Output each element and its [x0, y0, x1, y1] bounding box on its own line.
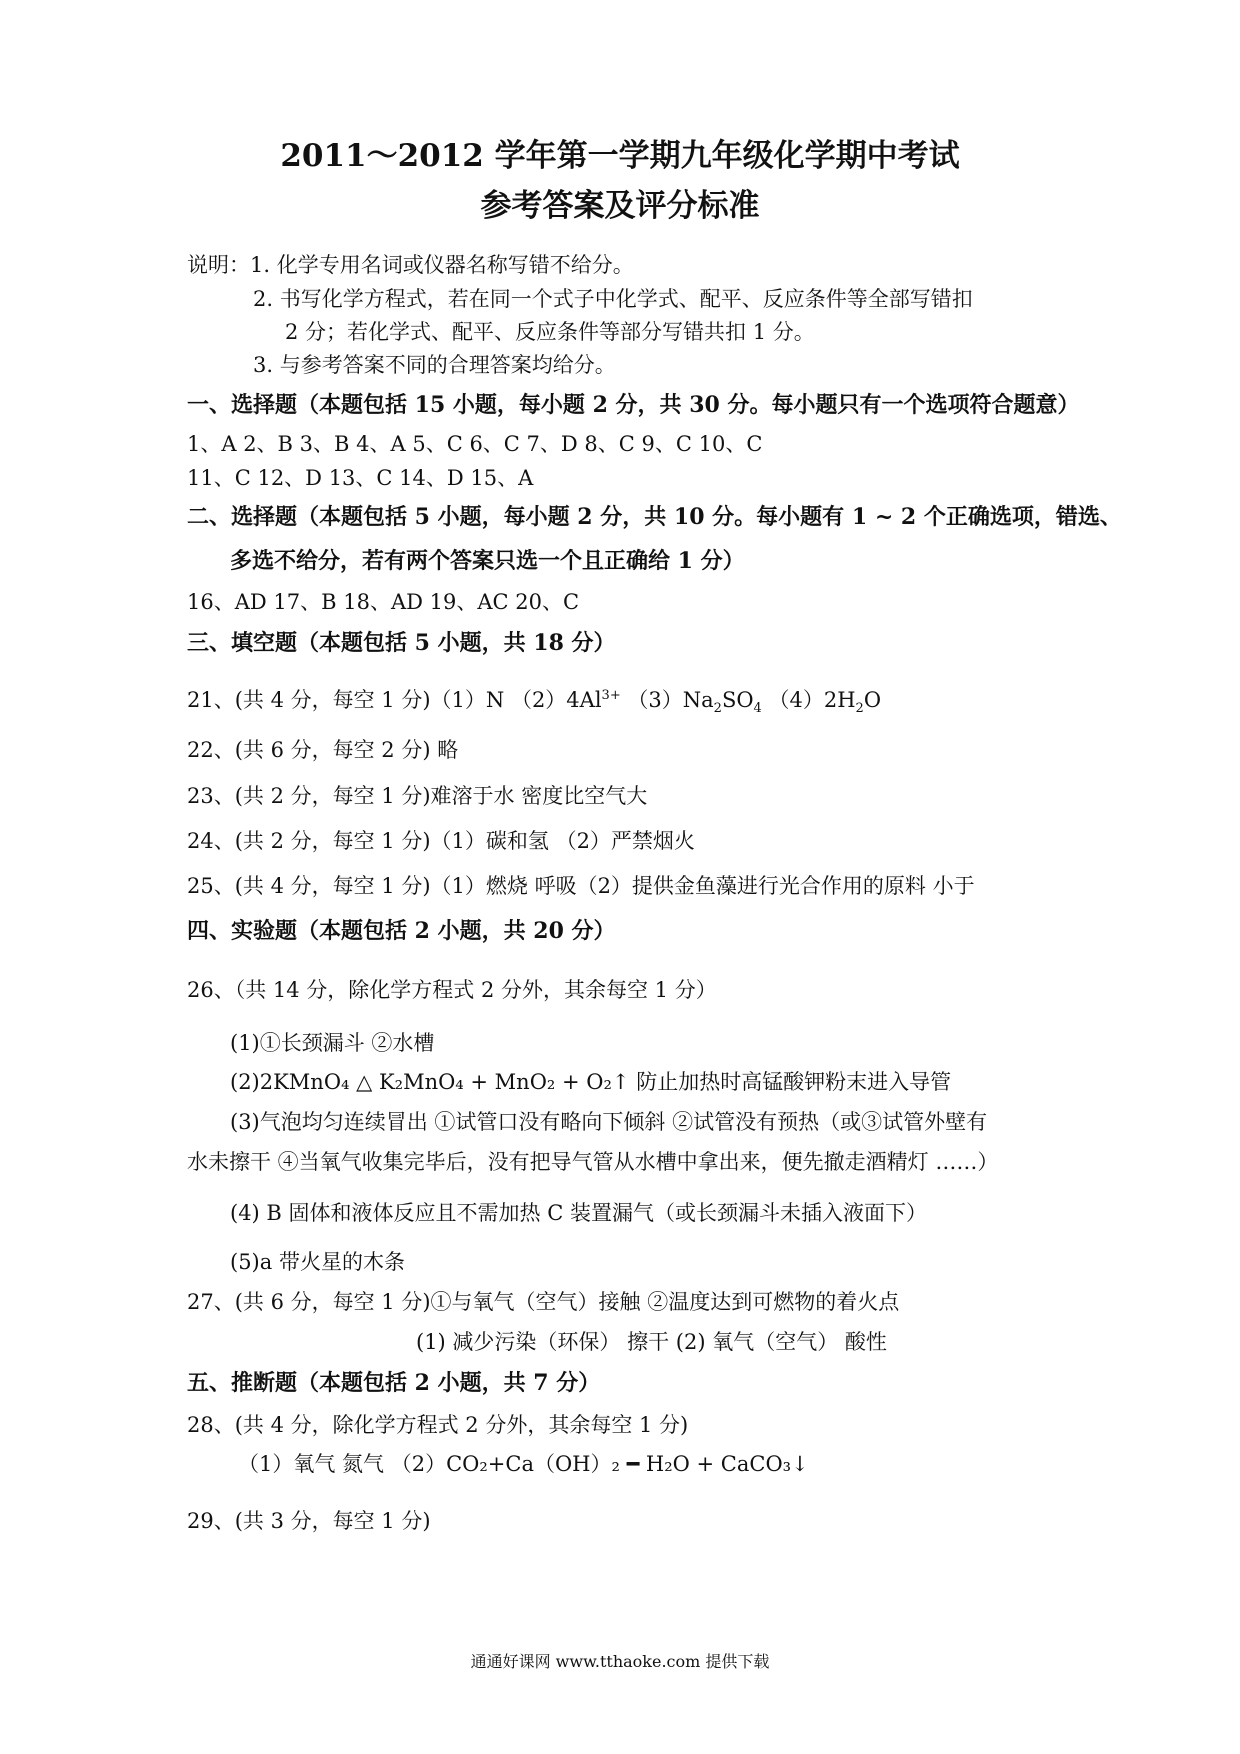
- page-subtitle: 参考答案及评分标准: [480, 188, 760, 224]
- note-2-cont: 2 分；若化学式、配平、反应条件等部分写错共扣 1 分。: [285, 320, 815, 344]
- section-2-answers: 16、AD 17、B 18、AD 19、AC 20、C: [187, 590, 580, 614]
- answer-22: 22、(共 6 分，每空 2 分) 略: [187, 738, 459, 762]
- section-2-heading: 二、选择题（本题包括 5 小题，每小题 2 分，共 10 分。每小题有 1 ~ 2 个正确选项，错选、: [187, 504, 1122, 530]
- answer-23: 23、(共 2 分，每空 1 分)难溶于水 密度比空气大: [187, 784, 648, 808]
- answer-25: 25、(共 4 分，每空 1 分)（1）燃烧 呼吸（2）提供金鱼藻进行光合作用的原料 小于: [187, 874, 975, 898]
- section-1-answers-row2: 11、C 12、D 13、C 14、D 15、A: [187, 466, 534, 490]
- section-5-heading: 五、推断题（本题包括 2 小题，共 7 分）: [187, 1370, 601, 1396]
- answer-26-1: (1)①长颈漏斗 ②水槽: [230, 1031, 435, 1055]
- section-1-heading: 一、选择题（本题包括 15 小题，每小题 2 分，共 30 分。每小题只有一个选项符合题意）: [187, 392, 1080, 418]
- note-3: 3. 与参考答案不同的合理答案均给分。: [253, 353, 616, 377]
- answer-26-4: (4) B 固体和液体反应且不需加热 C 装置漏气（或长颈漏斗未插入液面下）: [230, 1201, 927, 1225]
- section-3-heading: 三、填空题（本题包括 5 小题，共 18 分）: [187, 630, 616, 656]
- page-footer: 通通好课网 www.tthaoke.com 提供下载: [470, 1652, 770, 1671]
- answer-28-1: （1）氧气 氮气 （2）CO₂+Ca（OH）₂ ━ H₂O + CaCO₃↓: [238, 1452, 809, 1476]
- page-title: 2011～2012 学年第一学期九年级化学期中考试: [280, 138, 960, 174]
- answer-26: 26、（共 14 分，除化学方程式 2 分外，其余每空 1 分）: [187, 978, 717, 1002]
- answer-26-3-cont: 水未擦干 ④当氧气收集完毕后，没有把导气管从水槽中拿出来，便先撤走酒精灯 ……）: [187, 1150, 999, 1174]
- answer-28: 28、(共 4 分，除化学方程式 2 分外，其余每空 1 分): [187, 1413, 689, 1437]
- answer-27-cont: (1) 减少污染（环保） 擦干 (2) 氧气（空气） 酸性: [416, 1330, 887, 1354]
- section-1-answers-row1: 1、A 2、B 3、B 4、A 5、C 6、C 7、D 8、C 9、C 10、C: [187, 432, 763, 456]
- section-2-heading-cont: 多选不给分，若有两个答案只选一个且正确给 1 分）: [230, 548, 745, 574]
- answer-26-2: (2)2KMnO₄ △ K₂MnO₄ + MnO₂ + O₂↑ 防止加热时高锰酸钾粉末进入导管: [230, 1070, 952, 1094]
- note-2: 2. 书写化学方程式，若在同一个式子中化学式、配平、反应条件等全部写错扣: [253, 287, 973, 311]
- answer-27: 27、(共 6 分，每空 1 分)①与氧气（空气）接触 ②温度达到可燃物的着火点: [187, 1290, 900, 1314]
- answer-26-5: (5)a 带火星的木条: [230, 1250, 405, 1274]
- note-1: 说明：1. 化学专用名词或仪器名称写错不给分。: [187, 253, 634, 277]
- answer-21: 21、(共 4 分，每空 1 分)（1）N $(2)4Al^{3+}$ $(3)Na_2SO_4$ $(4)2H_2O$: [187, 688, 882, 717]
- answer-29: 29、(共 3 分，每空 1 分): [187, 1509, 431, 1533]
- section-4-heading: 四、实验题（本题包括 2 小题，共 20 分）: [187, 918, 616, 944]
- answer-26-3: (3)气泡均匀连续冒出 ①试管口没有略向下倾斜 ②试管没有预热（或③试管外壁有: [230, 1110, 988, 1134]
- answer-24: 24、(共 2 分，每空 1 分)（1）碳和氢 （2）严禁烟火: [187, 829, 695, 853]
